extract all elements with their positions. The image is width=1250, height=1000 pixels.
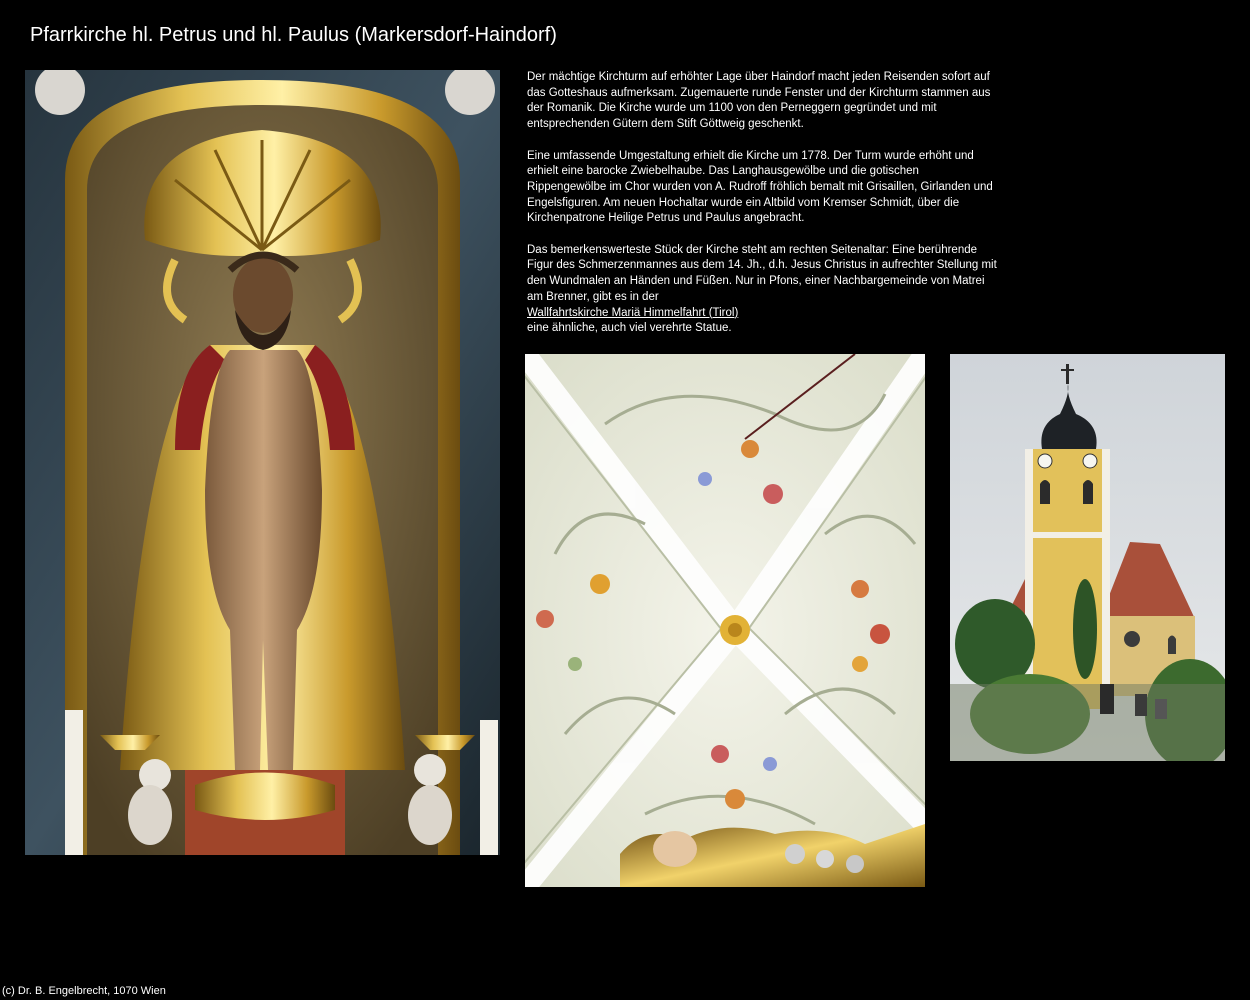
- vault-ceiling-photo-icon: [525, 354, 925, 887]
- paragraph-statue: [527, 243, 997, 337]
- footer-copyright: (c) Dr. B. Engelbrecht, 1070 Wien: [2, 985, 166, 997]
- wallfahrtskirche-link[interactable]: Wallfahrtskirche Mariä Himmelfahrt (Tirol): [527, 306, 739, 319]
- paragraph-renovation: Eine umfassende Umgestaltung erhielt die Kirche um 1778. Der Turm wurde erhöht und erhielt eine barocke Zwiebelhaube. Das Langhausgewölbe und die gotischen Rippengewölbe im Chor wurden von A. Rudroff fröhlich bemalt mit Grisaillen, Girlanden und Engelsfiguren. Am neuen Hochaltar wurde ein Altbild vom Kremser Schmidt, über die Kirchenpatrone Heilige Petrus und Paulus angebracht.: [527, 149, 993, 225]
- page-title: Pfarrkirche hl. Petrus und hl. Paulus (Markersdorf-Haindorf): [30, 24, 557, 46]
- paragraph-statue-text: Das bemerkenswerteste Stück der Kirche steht am rechten Seitenaltar: Eine berührende Figur des Schmerzenmannes aus dem 14. Jh., d.h. Jesus Christus in aufrechter Stellung mit den Wundmalen an Händen und Füßen. Nur in Pfons, einer Nachbargemeinde von Matrei am Brenner, gibt es in der: [527, 243, 997, 303]
- paragraph-statue-end: eine ähnliche, auch viel verehrte Statue.: [527, 322, 732, 335]
- vault-ceiling-photo[interactable]: [525, 354, 925, 887]
- paragraph-history: Der mächtige Kirchturm auf erhöhter Lage über Haindorf macht jeden Reisenden sofort auf das Gotteshaus aufmerksam. Zugemauerte runde Fenster und der Kirchturm stammen aus der Romanik. Die Kirche wurde um 1100 von den Perneggern gegründet und mit entsprechenden Gütern dem Stift Göttweig geschenkt.: [527, 71, 991, 131]
- statue-photo[interactable]: [25, 70, 500, 855]
- church-tower-photo[interactable]: [950, 354, 1225, 761]
- church-tower-photo-icon: [950, 354, 1225, 761]
- statue-photo-icon: [25, 70, 500, 855]
- description-text: [527, 70, 997, 337]
